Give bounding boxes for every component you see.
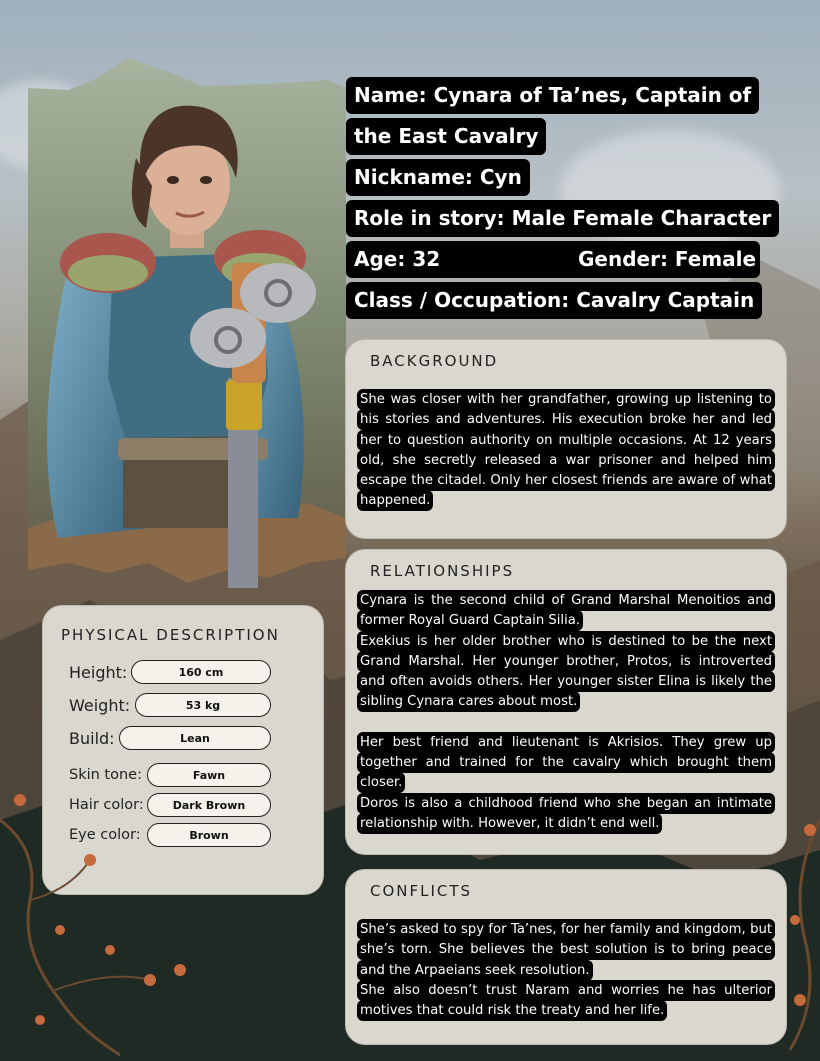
background-paragraph: She was closer with her grandfather, growing up listening to his stories and adventures. His execution broke her and led her to question authority on multiple occasions. At 12 years old, she secretly released a war prisoner and helped him escape the citadel. Only her closest friends are aware of what happened. bbox=[360, 392, 772, 509]
relationships-paragraph-4: Doros is also a childhood friend who she began an intimate relationship with. However, it didn’t end well. bbox=[360, 795, 772, 831]
hair-color-label: Hair color: bbox=[69, 797, 144, 813]
conflicts-panel bbox=[345, 869, 787, 1045]
age: Age: 32 bbox=[354, 247, 441, 271]
gender: Gender: Female bbox=[578, 247, 757, 271]
hair-color-value: Dark Brown bbox=[147, 793, 271, 817]
relationships-panel bbox=[345, 549, 787, 855]
flower-branch-decoration-right bbox=[770, 800, 820, 1061]
height-value: 160 cm bbox=[131, 660, 271, 684]
background-title: BACKGROUND bbox=[370, 352, 499, 370]
background-text bbox=[360, 390, 772, 512]
conflicts-title: CONFLICTS bbox=[370, 882, 473, 900]
role-in-story: Role in story: Male Female Character bbox=[346, 200, 779, 237]
relationships-paragraph-1: Cynara is the second child of Grand Marshal Menoitios and former Royal Guard Captain Silia. bbox=[360, 593, 772, 629]
weight-label: Weight: bbox=[69, 695, 131, 715]
physical-description-title: PHYSICAL DESCRIPTION bbox=[61, 626, 280, 644]
conflicts-paragraph-1: She’s asked to spy for Ta’nes, for her family and kingdom, but she’s torn. She believes the best solution is to bring peace and the Arpaeians seek resolution. bbox=[360, 922, 772, 978]
height-label: Height: bbox=[69, 662, 128, 682]
skin-tone-value: Fawn bbox=[147, 763, 271, 787]
character-miniature-image bbox=[28, 58, 346, 588]
conflicts-paragraph-2: She also doesn’t trust Naram and worries he has ulterior motives that could risk the treaty and her life. bbox=[360, 982, 772, 1019]
conflicts-text bbox=[360, 920, 772, 1021]
eye-color-label: Eye color: bbox=[69, 827, 141, 843]
relationships-title: RELATIONSHIPS bbox=[370, 562, 515, 580]
build-label: Build: bbox=[69, 728, 115, 748]
build-value: Lean bbox=[119, 726, 271, 750]
relationships-paragraph-2: Exekius is her older brother who is destined to be the next Grand Marshal. Her younger brother, Protos, is introverted and often avoids others. Her younger sister Elina is likely the sibling Cynara cares about most. bbox=[360, 633, 772, 710]
name-line-1: Name: Cynara of Ta’nes, Captain of bbox=[346, 77, 759, 114]
weight-value: 53 kg bbox=[135, 693, 271, 717]
name-line-2: the East Cavalry bbox=[346, 118, 546, 155]
height-row bbox=[69, 659, 303, 685]
nickname: Nickname: Cyn bbox=[346, 159, 530, 196]
skin-tone-label: Skin tone: bbox=[69, 767, 142, 783]
eye-color-value: Brown bbox=[147, 823, 271, 847]
background-panel bbox=[345, 339, 787, 539]
relationships-paragraph-3: Her best friend and lieutenant is Akrisios. They grew up together and trained for the cavalry which brought them closer. bbox=[360, 734, 772, 791]
relationships-text bbox=[360, 591, 772, 834]
age-gender-line bbox=[346, 241, 760, 278]
class-occupation: Class / Occupation: Cavalry Captain bbox=[346, 282, 762, 319]
flower-branch-decoration bbox=[0, 700, 200, 1061]
